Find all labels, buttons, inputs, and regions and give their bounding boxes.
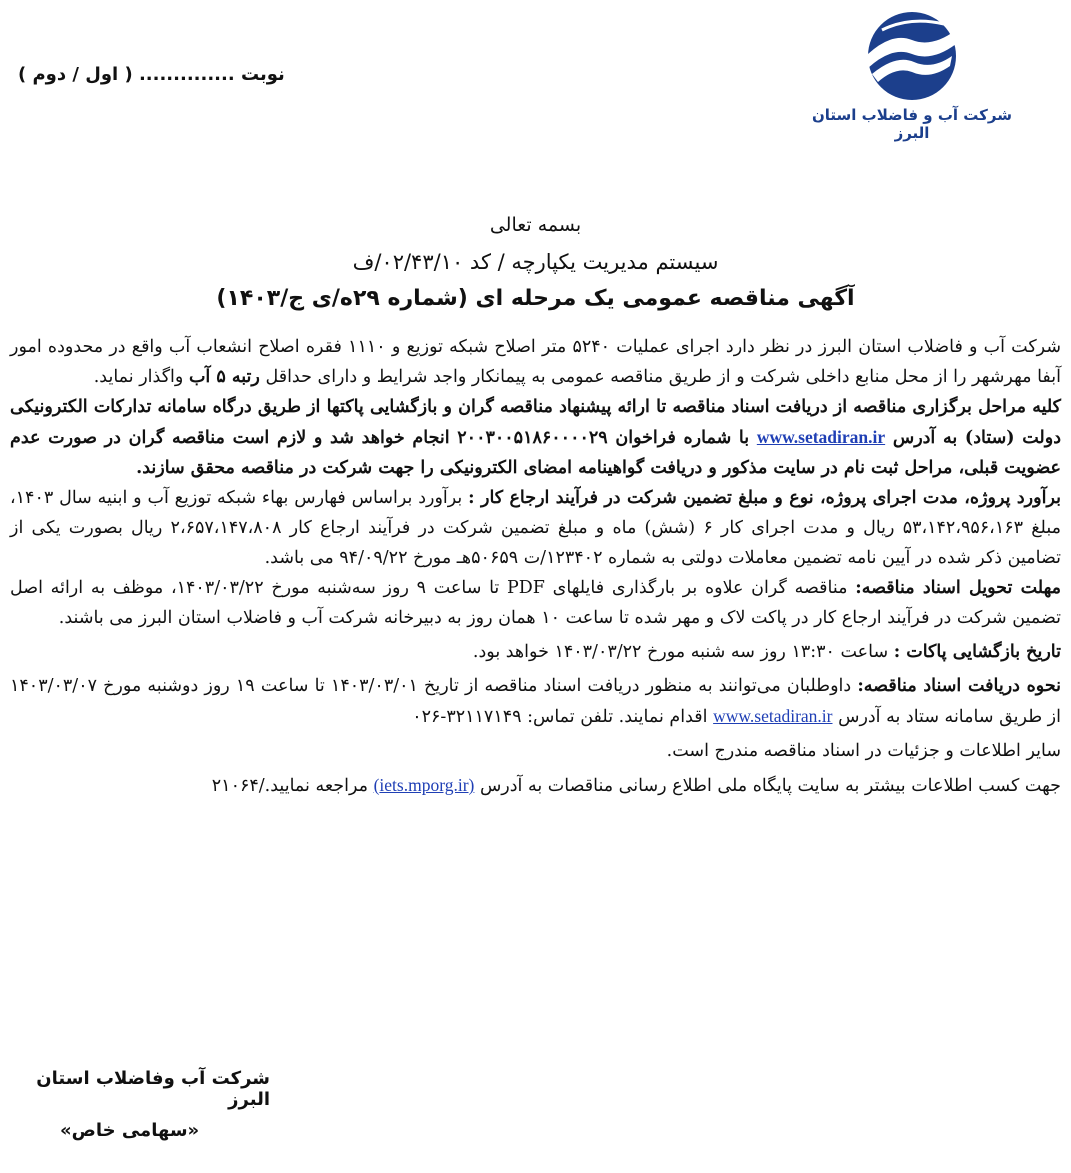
- tender-body: [10, 332, 1061, 801]
- opening-text: ساعت ۱۳:۳۰ روز سه شنبه مورخ ۱۴۰۳/۰۳/۲۲ خواهد بود.: [472, 642, 889, 662]
- more-info-text: جهت کسب اطلاعات بیشتر به سایت پایگاه ملی اطلاع رسانی مناقصات به آدرس: [479, 776, 1061, 796]
- receive-label: نحوه دریافت اسناد مناقصه:: [857, 676, 1061, 696]
- estimate-paragraph: [10, 483, 1061, 573]
- footer-company: شرکت آب وفاضلاب استان البرز: [36, 1068, 270, 1110]
- other-info: سایر اطلاعات و جزئیات در اسناد مناقصه مندرج است.: [666, 741, 1061, 761]
- receive-text-end: اقدام نمایند. تلفن تماس: ۳۲۱۱۷۱۴۹-۰۲۶: [412, 707, 708, 727]
- footer-company-type: «سهامی خاص»: [60, 1120, 200, 1141]
- setad-text-end: با شماره فراخوان ۲۰۰۳۰۰۵۱۸۶۰۰۰۰۲۹ انجام خواهد شد و لازم است مناقصه گران در صورت عدم عضویت قبلی، مراحل ثبت نام در سایت مذکور و دریافت گواهینامه امضای الکترونیکی را جهت شرکت در مناقصه محقق سازند.: [10, 428, 1061, 478]
- intro-text: شرکت آب و فاضلاب استان البرز در نظر دارد اجرای عملیات ۵۲۴۰ متر اصلاح شبکه توزیع و ۱۱۱۰ فقره اصلاح انشعاب آب واقع در محدوده امور آبفا مهرشهر را از محل منابع داخلی شرکت و از طریق مناقصه عمومی به پیمانکار واجد شرایط و دارای حداقل: [10, 337, 1061, 387]
- iets-link[interactable]: (iets.mporg.ir): [373, 775, 475, 795]
- company-logo: [812, 10, 1012, 142]
- logo-caption: شرکت آب و فاضلاب استان البرز: [812, 106, 1012, 142]
- receive-link[interactable]: www.setadiran.ir: [713, 706, 833, 726]
- more-info-paragraph: [10, 770, 1061, 801]
- signature-block: [0, 1068, 270, 1141]
- system-code-heading: سیستم مدیریت یکپارچه / کد ۰۲/۴۳/۱۰/ف: [352, 250, 719, 274]
- opening-paragraph: [10, 637, 1061, 667]
- bismillah-heading: بسمه تعالی: [489, 214, 582, 236]
- estimate-text: برآورد براساس فهارس بهاء شبکه توزیع آب و ابنیه سال ۱۴۰۳، مبلغ ۵۳،۱۴۲،۹۵۶،۱۶۳ ریال و مدت اجرای کار ۶ (شش) ماه و مبلغ تضمین شرکت در فرآیند ارجاع کار ۲،۶۵۷،۱۴۷،۸۰۸ ریال بصورت یکی از تضامین ذکر شده در آیین نامه تضمین معاملات دولتی به شماره ۱۲۳۴۰۲/ت ۵۰۶۵۹هـ مورخ ۹۴/۰۹/۲۲ می باشد.: [10, 488, 1061, 568]
- deadline-paragraph: [10, 573, 1061, 633]
- round-number: نوبت .............. ( اول / دوم ): [18, 64, 285, 85]
- more-info-end: مراجعه نمایید./۲۱۰۶۴: [211, 776, 368, 796]
- tender-title: آگهی مناقصه عمومی یک مرحله ای (شماره ۲۹ه/ی ج/۱۴۰۳): [216, 286, 855, 311]
- receive-paragraph: [10, 671, 1061, 732]
- setad-link[interactable]: www.setadiran.ir: [756, 427, 886, 447]
- receive-text: داوطلبان می‌توانند به منظور دریافت اسناد مناقصه از تاریخ ۱۴۰۳/۰۳/۰۱ تا ساعت ۱۹ روز دوشنبه مورخ ۱۴۰۳/۰۳/۰۷ از طریق سامانه ستاد به آدرس: [10, 676, 1061, 727]
- intro-end: واگذار نماید.: [93, 367, 184, 387]
- setad-paragraph: [10, 392, 1061, 483]
- deadline-label: مهلت تحویل اسناد مناقصه:: [855, 578, 1062, 598]
- opening-label: تاریخ بازگشایی پاکات :: [893, 642, 1061, 662]
- water-drop-logo-icon: [852, 10, 972, 102]
- contractor-grade: رتبه ۵ آب: [188, 367, 260, 387]
- intro-paragraph: [10, 332, 1061, 392]
- setad-text: کلیه مراحل برگزاری مناقصه از دریافت اسناد مناقصه تا ارائه پیشنهاد مناقصه گران و بازگشایی پاکتها از طریق درگاه سامانه تدارکات الکترونیکی دولت (ستاد) به آدرس: [10, 397, 1061, 448]
- deadline-text: مناقصه گران علاوه بر بارگذاری فایلهای PDF تا ساعت ۹ روز سه‌شنبه مورخ ۱۴۰۳/۰۳/۲۲، موظف به ارائه اصل تضمین شرکت در فرآیند ارجاع کار در پاکت لاک و مهر شده تا ساعت ۱۰ همان روز به دبیرخانه شرکت آب و فاضلاب استان البرز می باشند.: [10, 578, 1061, 628]
- estimate-label: برآورد پروژه، مدت اجرای پروژه، نوع و مبلغ تضمین شرکت در فرآیند ارجاع کار :: [468, 488, 1061, 508]
